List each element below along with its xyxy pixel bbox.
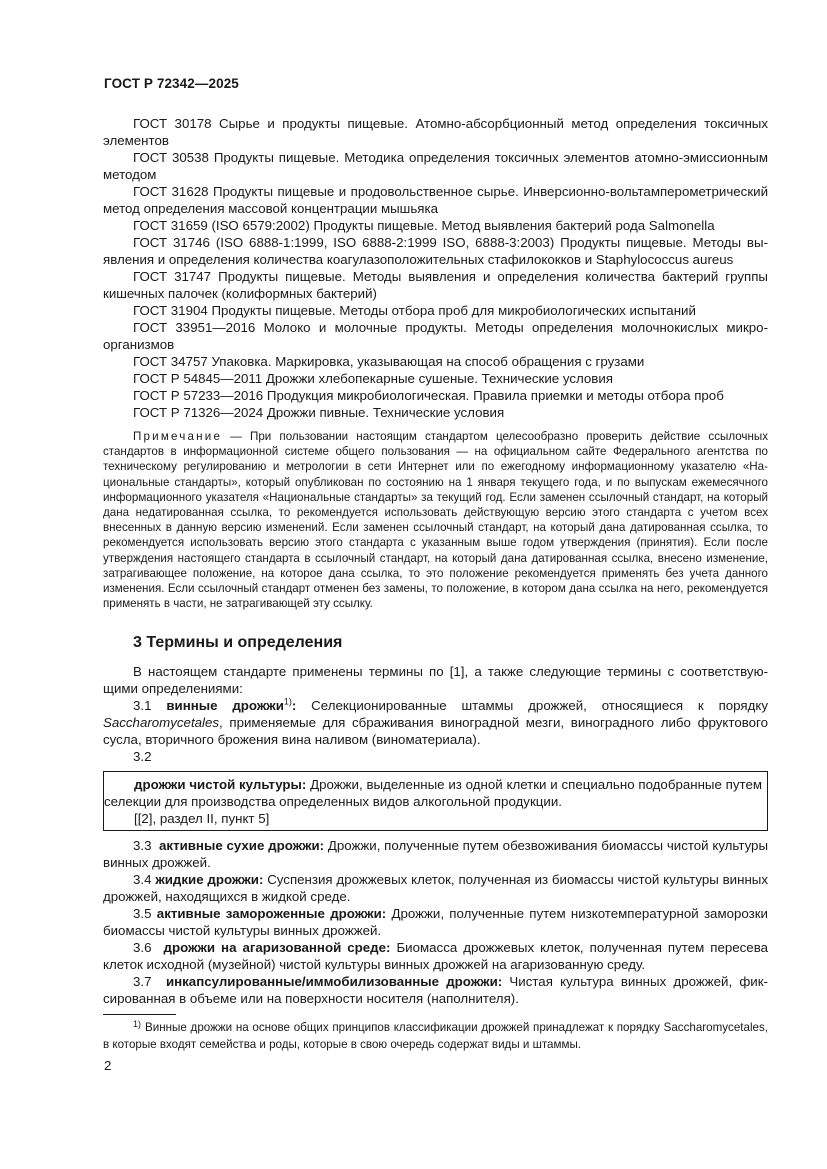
footnote-divider: [103, 1014, 176, 1015]
term-number: 3.7: [133, 974, 152, 990]
reference-item: ГОСТ 31904 Продукты пищевые. Методы отбора проб для микробиологических испытаний: [133, 303, 696, 318]
term-3-3: [103, 837, 768, 871]
reference-list: [103, 115, 768, 421]
term-3-2-number: 3.2: [133, 749, 152, 765]
term-definition: Дрожжи, полученные путем обезвоживания биомассы чистой культуры винных дрожжей.: [103, 838, 769, 871]
reference-item: ГОСТ 34757 Упаковка. Маркировка, указывающая на способ обращения с грузами: [133, 354, 645, 369]
term-3-4: [103, 871, 768, 905]
footnote-text: Винные дрожжи на основе общих принципов классификации дрожжей принадлежат к порядку Saccharomycetales, в которые входят семейства и роды, которые в свою очередь содержат виды и штаммы.: [103, 1021, 768, 1051]
term-number: 3.5: [133, 906, 152, 922]
term-definition: Биомасса дрожжевых клеток, полученная путем пересева клеток исходной (музейной) чистой культуры винных дрожжей на агаризованную среду.: [103, 940, 768, 973]
note-label: Примечание: [133, 430, 223, 443]
term-name: дрожжи на агаризованной среде:: [163, 940, 391, 956]
term-3-7: [103, 973, 768, 1007]
term-name: активные сухие дрожжи:: [159, 838, 325, 854]
term-definition: Дрожжи, полученные путем низкотемпературной заморозки биомассы чистой культуры винных дрожжей.: [103, 906, 768, 939]
reference-item: ГОСТ 31746 (ISO 6888-1:1999, ISO 6888-2:1999 ISO, 6888-3:2003) Продукты пищевые. Методы выявления и определения количества коагулазоположительных стафилококков и Staphylococcus aureus: [103, 235, 768, 267]
term-definition: , применяемые для сбраживания виноградной мезги, виноградного либо фруктового сусла, вторичного брожения вина наливом (виноматериала).: [103, 715, 768, 748]
note-paragraph: [103, 429, 768, 611]
footnote: [103, 1020, 768, 1052]
reference-item: ГОСТ Р 57233—2016 Продукция микробиологическая. Правила приемки и методы отбора проб: [133, 388, 724, 403]
footnote-ref: 1): [283, 697, 292, 708]
term-name: жидкие дрожжи:: [155, 872, 264, 888]
reference-item: ГОСТ 30538 Продукты пищевые. Методика определения токсичных элементов атомно-эмиссионным методом: [103, 150, 768, 182]
term-source: [[2], раздел II, пункт 5]: [134, 811, 270, 827]
note-block: [103, 429, 768, 611]
document-header: ГОСТ Р 72342—2025: [104, 76, 239, 91]
term-3-5: [103, 905, 768, 939]
reference-item: ГОСТ 31747 Продукты пищевые. Методы выявления и определения количества бактерий группы кишечных палочек (колиформных бактерий): [103, 269, 768, 301]
section-title: 3 Термины и определения: [133, 634, 343, 652]
reference-item: ГОСТ 30178 Сырье и продукты пищевые. Атомно-абсорбционный метод определения токсичных элементов: [103, 116, 768, 148]
term-definition: Селекционированные штаммы дрожжей, относящиеся к порядку: [296, 698, 768, 714]
term-number: 3.3: [133, 838, 152, 854]
reference-item: ГОСТ Р 54845—2011 Дрожжи хлебопекарные сушеные. Технические условия: [133, 371, 613, 386]
term-name: инкапсулированные/иммобилизованные дрожжи:: [165, 974, 503, 990]
reference-item: ГОСТ Р 71326—2024 Дрожжи пивные. Технические условия: [133, 405, 505, 420]
term-number: 3.6: [133, 940, 152, 956]
term-number: 3.1: [133, 698, 152, 714]
term-definition: Дрожжи, выделенные из одной клетки и специально подобранные путем селекции для производства определенных видов алкогольной продукции.: [104, 777, 762, 810]
term-name: винные дрожжи: [166, 698, 284, 714]
page-content: [103, 115, 768, 1007]
term-3-2-box: [103, 771, 768, 831]
footnote-number: 1): [133, 1019, 142, 1029]
section-intro: В настоящем стандарте применены термины по [1], а также следующие термины с соответствующими определениями:: [103, 664, 768, 697]
term-definition: Суспензия дрожжевых клеток, полученная из биомассы чистой культуры винных дрожжей, находящихся в жидкой среде.: [103, 872, 768, 905]
note-text: — При пользовании настоящим стандартом целесообразно проверить действие ссылочных стандартов в информационной системе общего пользования — на официальном сайте Федерального агентства по техническому регулированию и метрологии в сети Интернет или по ежегодному информационному указателю «Национальные стандарты», который опубликован по состоянию на 1 января текущего года, и по выпускам ежемесячного информационного указателя «Национальные стандарты» за текущий год. Если заменен ссылочный стандарт, на который дана недатированная ссылка, то рекомендуется использовать действующую версию этого стандарта с учетом всех внесенных в данную версию изменений. Если заменен ссылочный стандарт, на который дана датированная ссылка, то рекомендуется использовать версию этого стандарта с указанным выше годом утверждения (принятия). Если после утверждения настоящего стандарта в ссылочный стандарт, на который дана датированная ссылка, внесено изменение, затрагивающее положение, на которое дана ссылка, то это положение рекомендуется применять без учета данного изменения. Если ссылочный стандарт отменен без замены, то положение, в котором дана ссылка на него, рекомендуется применять в части, не затрагивающей эту ссылку.: [103, 430, 768, 611]
term-3-2: [104, 776, 762, 810]
reference-item: ГОСТ 31628 Продукты пищевые и продовольственное сырье. Инверсионно-вольтамперометрический метод определения массовой концентрации мышьяка: [103, 184, 768, 216]
term-name: активные замороженные дрожжи:: [156, 906, 387, 922]
term-name: дрожжи чистой культуры:: [134, 777, 307, 793]
page-number: 2: [104, 1058, 112, 1073]
reference-item: ГОСТ 33951—2016 Молоко и молочные продукты. Методы определения молочнокислых микроорганизмов: [103, 320, 768, 352]
term-number: 3.4: [133, 872, 152, 888]
term-definition: Чистая культура винных дрожжей, фиксированная в объеме или на поверхности носителя (наполнителя).: [103, 974, 768, 1007]
reference-item: ГОСТ 31659 (ISO 6579:2002) Продукты пищевые. Метод выявления бактерий рода Salmonella: [133, 218, 715, 233]
term-definition-italic: Saccharomycetales: [103, 715, 220, 731]
term-3-1: 3.1 винные дрожжи$^{1)}$: Селекционированные штаммы дрожжей, относящиеся к порядку Saccharomycetales, применяемые для сбраживания виноградной мезги, виноградного либо фруктового сусла, вторичного брожения вина наливом (виноматериала).: [103, 697, 768, 748]
term-3-6: [103, 939, 768, 973]
